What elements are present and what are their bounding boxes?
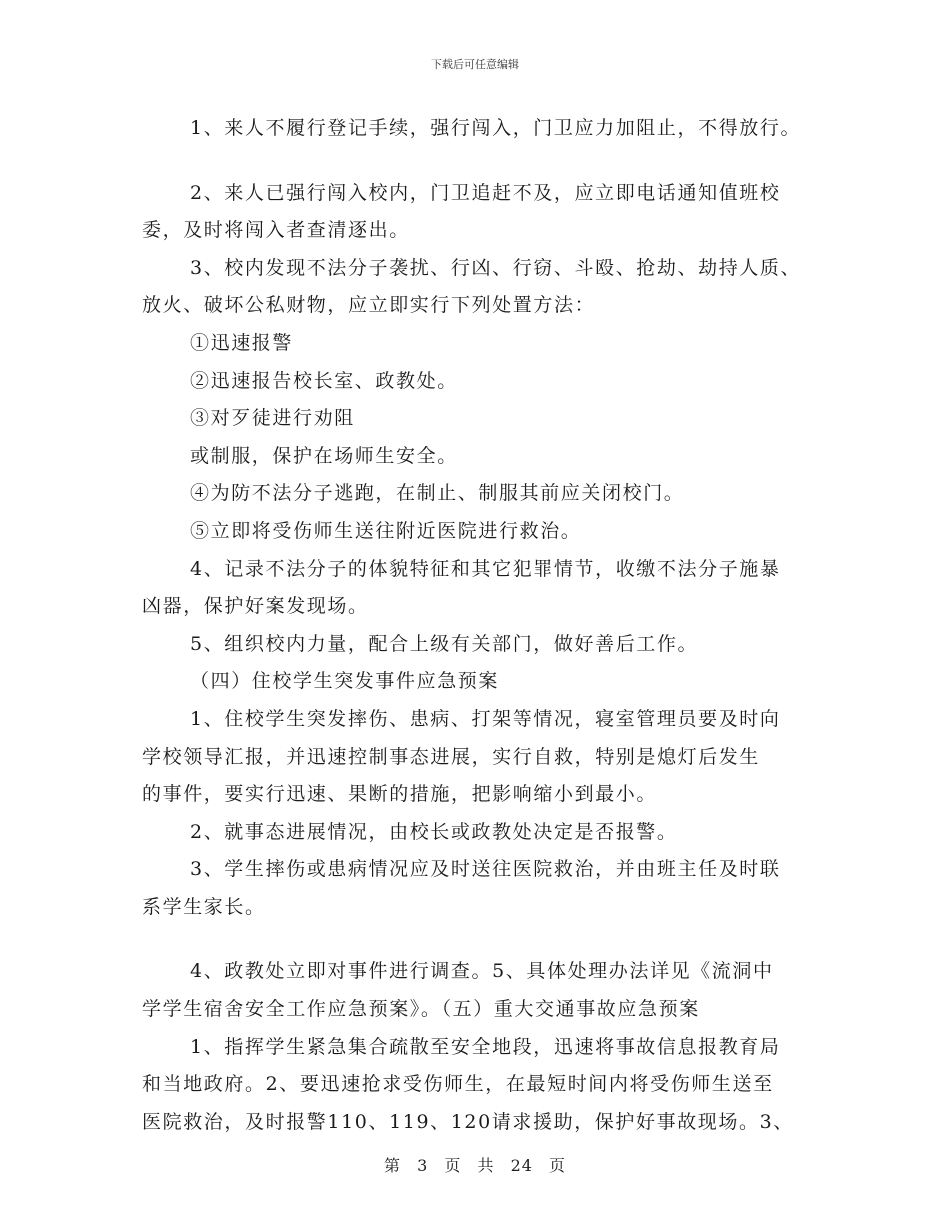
document-body xyxy=(142,110,822,1141)
page-footer xyxy=(0,1153,950,1176)
paragraph-line: 1、指挥学生紧急集合疏散至安全地段，迅速将事故信息报教育局 xyxy=(190,1035,781,1058)
paragraph-line: 1、来人不履行登记手续，强行闯入，门卫应力加阻止，不得放行。 xyxy=(190,117,802,139)
paragraph-line: 学学生宿舍安全工作应急预案》。（五）重大交通事故应急预案 xyxy=(142,998,700,1021)
paragraph-line: 5、组织校内力量，配合上级有关部门，做好善后工作。 xyxy=(190,632,699,655)
section-heading: （四）住校学生突发事件应急预案 xyxy=(190,670,500,693)
page-header-note: 下载后可任意编辑 xyxy=(431,58,519,71)
paragraph-line: 的事件，要实行迅速、果断的措施，把影响缩小到最小。 xyxy=(142,783,658,806)
total-page-count: 24 xyxy=(510,1156,533,1175)
paragraph-line: 放火、破坏公私财物，应立即实行下列处置方法： xyxy=(142,294,596,317)
paragraph-line: 凶器，保护好案发现场。 xyxy=(142,595,369,618)
footer-ye: 页 xyxy=(444,1156,462,1175)
footer-ye: 页 xyxy=(549,1156,567,1175)
paragraph-line: 委，及时将闯入者查清逐出。 xyxy=(142,219,410,242)
list-item: ④为防不法分子逃跑，在制止、制服其前应关闭校门。 xyxy=(190,482,685,505)
paragraph-line: 学校领导汇报，并迅速控制事态进展，实行自救，特别是熄灯后发生 xyxy=(142,745,761,768)
footer-gong: 共 xyxy=(477,1156,495,1175)
paragraph-line: 或制服，保护在场师生安全。 xyxy=(190,444,458,467)
paragraph-line: 3、学生摔伤或患病情况应及时送往医院救治，并由班主任及时联 xyxy=(190,858,781,881)
paragraph-line: 医院救治，及时报警110、119、120请求援助，保护好事故现场。3、 xyxy=(142,1110,794,1133)
list-item: ⑤立即将受伤师生送往附近医院进行救治。 xyxy=(190,519,582,542)
footer-di: 第 xyxy=(383,1156,401,1175)
current-page-number: 3 xyxy=(417,1156,429,1175)
list-item: ①迅速报警 xyxy=(190,331,294,354)
paragraph-line: 4、政教处立即对事件进行调查。5、具体处理办法详见《流洞中 xyxy=(190,960,774,983)
list-item: ②迅速报告校长室、政教处。 xyxy=(190,369,458,392)
list-item: ③对歹徒进行劝阻 xyxy=(190,407,355,430)
paragraph-line: 系学生家长。 xyxy=(142,895,266,918)
paragraph-line: 2、来人已强行闯入校内，门卫追赶不及，应立即电话通知值班校 xyxy=(190,181,781,204)
paragraph-line: 1、住校学生突发摔伤、患病、打架等情况，寝室管理员要及时向 xyxy=(190,707,781,730)
paragraph-line: 3、校内发现不法分子袭扰、行凶、行窃、斗殴、抢劫、劫持人质、 xyxy=(190,256,802,279)
paragraph-line: 2、就事态进展情况，由校长或政教处决定是否报警。 xyxy=(190,820,678,843)
paragraph-line: 4、记录不法分子的体貌特征和其它犯罪情节，收缴不法分子施暴 xyxy=(190,557,781,580)
paragraph-line: 和当地政府。2、要迅速抢求受伤师生，在最短时间内将受伤师生送至 xyxy=(142,1073,774,1096)
